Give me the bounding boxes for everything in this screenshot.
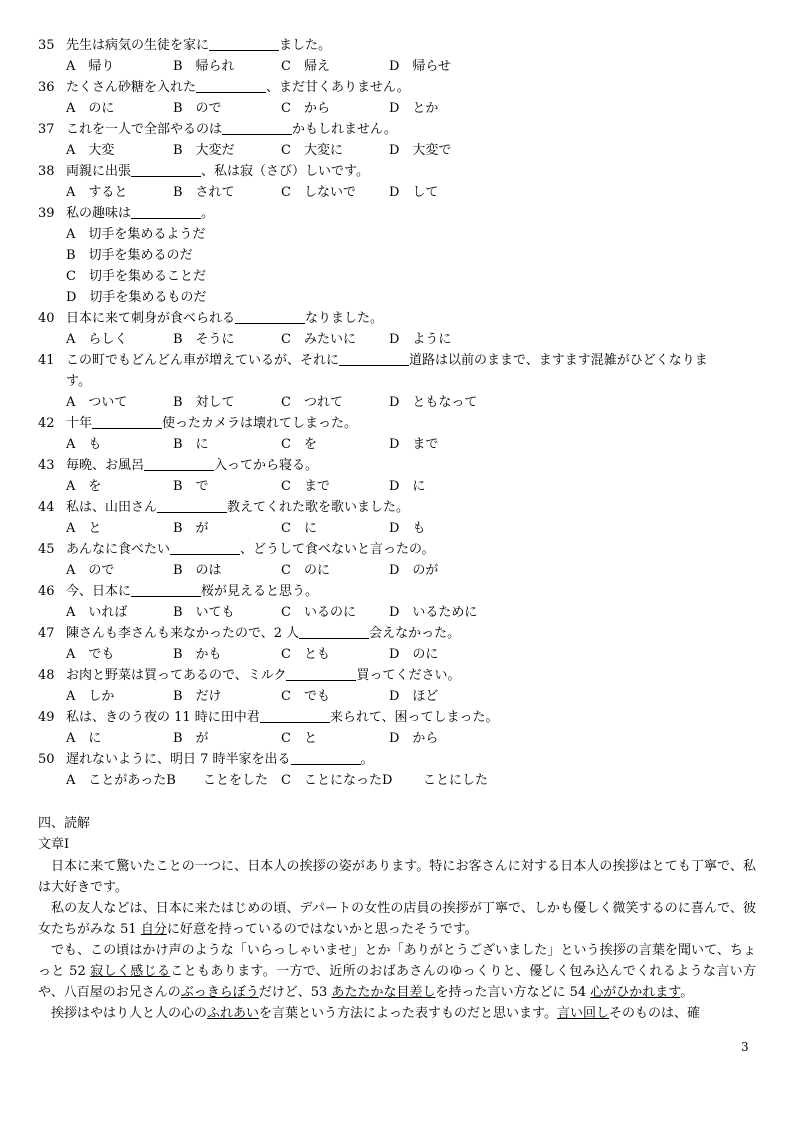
paragraph-2 [38, 898, 756, 940]
answer-option: A ついて [66, 395, 128, 410]
question-text [66, 309, 383, 329]
underlined-term: ぶっきらぼう [180, 985, 259, 1000]
question-stem-before: たくさん砂糖を入れた [66, 80, 197, 95]
question-text [66, 540, 435, 560]
answer-option: C から [281, 101, 330, 116]
question-stem-after: 入ってから寝る。 [214, 458, 319, 473]
answer-option: D とか [389, 101, 439, 116]
question-line [0, 456, 794, 476]
question-line [0, 582, 794, 602]
answer-option: D ように [389, 332, 452, 347]
answer-option: D のに [389, 647, 439, 662]
answer-option: A と [66, 521, 102, 536]
passage-text: を持った言い方などに 54 [435, 985, 591, 1000]
question-stem-before: 今、日本に [66, 584, 132, 599]
options-line [0, 393, 794, 413]
underlined-term: 自分 [140, 922, 167, 937]
answer-blank [260, 708, 330, 723]
answer-option: A いれば [66, 605, 128, 620]
question-line [0, 624, 794, 644]
underlined-term: ふれあい [207, 1006, 260, 1021]
question-stem-after: ました。 [279, 38, 332, 53]
options-line [0, 99, 794, 119]
answer-blank [235, 309, 305, 324]
question-stem-before: 陳さんも李さんも来なかったので、2 人 [66, 626, 300, 641]
answer-blank [222, 120, 292, 135]
question-text [66, 582, 318, 602]
answer-option: A すると [66, 185, 128, 200]
options-line [0, 603, 794, 623]
question-text [66, 666, 461, 686]
answer-option: C みたいに [281, 332, 356, 347]
answer-option: A ことがあったB [66, 773, 176, 788]
answer-option: D いるために [389, 605, 478, 620]
passage-text: 。 [680, 985, 694, 1000]
question-stem-after: 、どうして食べないと言ったの。 [240, 542, 435, 557]
question-line [0, 414, 794, 434]
answer-option: A らしく [66, 332, 128, 347]
answer-option: C いるのに [281, 605, 356, 620]
question-stem-after: 来られて、困ってしまった。 [329, 710, 499, 725]
answer-option: B かも [173, 647, 222, 662]
question-number: 45 [38, 542, 55, 557]
options-line [0, 330, 794, 350]
question-stem-before: この町でもどんどん車が増えているが、それに [66, 353, 340, 368]
question-number: 47 [38, 626, 55, 641]
options-line [0, 183, 794, 203]
question-text [66, 750, 374, 770]
answer-option: D 切手を集めるものだ [66, 290, 207, 305]
question-text [66, 204, 214, 224]
options-line [0, 477, 794, 497]
question-number: 44 [38, 500, 55, 515]
underlined-term: 心がひかれます [590, 985, 681, 1000]
options-line [0, 57, 794, 77]
passage-text: を言葉という方法によった表すものだと思います。 [259, 1006, 557, 1021]
answer-blank [170, 540, 240, 555]
question-stem-before: 日本に来て刺身が食べられる [66, 311, 236, 326]
question-number: 37 [38, 122, 55, 137]
answer-option: D ともなって [389, 395, 478, 410]
question-number: 42 [38, 416, 55, 431]
question-number: 43 [38, 458, 55, 473]
options-line [0, 519, 794, 539]
answer-option: C ことになったD [281, 773, 393, 788]
answer-option: B 対して [173, 395, 235, 410]
question-line [0, 78, 794, 98]
question-line [0, 120, 794, 140]
question-line [0, 666, 794, 686]
question-number: 49 [38, 710, 55, 725]
answer-option: D から [389, 731, 439, 746]
question-stem-before: 両親に出張 [66, 164, 132, 179]
answer-option: D して [389, 185, 439, 200]
answer-option: D ほど [389, 689, 439, 704]
question-stem-after: 使ったカメラは壊れてしまった。 [162, 416, 358, 431]
answer-option: A 大変 [66, 143, 115, 158]
question-stem-before: 私は、きのう夜の 11 時に田中君 [66, 710, 260, 725]
answer-option: D まで [389, 437, 439, 452]
answer-blank [144, 456, 214, 471]
answer-option: ことをした [203, 773, 269, 788]
answer-option: B ので [173, 101, 222, 116]
question-text [66, 456, 318, 476]
section-heading: 四、読解 [38, 816, 91, 831]
passage-text: こともあります。一方で、近所のおばあさんのゆっくりと、優しく包み込んでくれるような言い方や、八百屋のお兄さんの [38, 964, 756, 1000]
options-line [0, 435, 794, 455]
answer-option: C つれて [281, 395, 343, 410]
options-line [0, 561, 794, 581]
answer-option: C に [281, 521, 317, 536]
answer-option: D のが [389, 563, 439, 578]
question-stem-after: なりました。 [305, 311, 384, 326]
question-number: 40 [38, 311, 55, 326]
answer-option: C を [281, 437, 317, 452]
answer-blank [196, 78, 266, 93]
answer-option: C 大変に [281, 143, 343, 158]
question-number: 35 [38, 38, 55, 53]
question-text [66, 162, 369, 182]
answer-option: B だけ [173, 689, 222, 704]
passage-text: だけど、53 [258, 985, 332, 1000]
page-number: 3 [741, 1040, 749, 1054]
answer-option: B 大変だ [173, 143, 235, 158]
question-stem-before: 先生は病気の生徒を家に [66, 38, 210, 53]
question-stem-before: これを一人で全部やるのは [66, 122, 223, 137]
question-text [66, 414, 357, 434]
answer-blank [291, 750, 361, 765]
question-text [66, 351, 708, 371]
answer-option: A しか [66, 689, 115, 704]
answer-option: D に [389, 479, 426, 494]
question-stem-before: 遅れないように、明日 7 時半家を出る [66, 752, 291, 767]
paragraph-4 [38, 1003, 756, 1024]
options-line [0, 645, 794, 665]
question-number: 39 [38, 206, 55, 221]
question-stem-after: 、私は寂（さび）しいです。 [201, 164, 369, 179]
question-stem-after: 、まだ甘くありません。 [266, 80, 410, 95]
options-line [0, 141, 794, 161]
question-line [0, 309, 794, 329]
question-stem-after: 買ってください。 [356, 668, 461, 683]
question-stem-before: お肉と野菜は買ってあるので、ミルク [66, 668, 287, 683]
question-line [0, 204, 794, 224]
question-text [66, 120, 397, 140]
answer-blank [299, 624, 369, 639]
answer-option: B で [173, 479, 209, 494]
answer-option: B が [173, 521, 209, 536]
question-continuation: す。 [66, 374, 91, 389]
question-stem-before: 私は、山田さん [66, 500, 158, 515]
options-line [0, 771, 794, 791]
answer-option: C しないで [281, 185, 356, 200]
answer-option: B いても [173, 605, 235, 620]
answer-option: D も [389, 521, 426, 536]
answer-option: A 帰り [66, 59, 115, 74]
answer-blank [339, 351, 409, 366]
answer-option: D 大変で [389, 143, 452, 158]
question-number: 50 [38, 752, 55, 767]
question-stem-after: 教えてくれた歌を歌いました。 [227, 500, 410, 515]
answer-option: ことにした [423, 773, 489, 788]
answer-option: A に [66, 731, 102, 746]
answer-option: B が [173, 731, 209, 746]
answer-option: C まで [281, 479, 330, 494]
question-stem-after: 会えなかった。 [369, 626, 461, 641]
question-text [66, 498, 409, 518]
question-stem-before: 十年 [66, 416, 93, 431]
question-stem-before: 私の趣味は [66, 206, 132, 221]
question-stem-after: 。 [201, 206, 215, 221]
answer-option: D 帰らせ [389, 59, 452, 74]
answer-blank [209, 36, 279, 51]
answer-option: B 切手を集めるのだ [66, 248, 193, 263]
answer-option: B されて [173, 185, 235, 200]
question-line [0, 708, 794, 728]
passage-text: でも、この頃はかけ声のような「いらっしゃいませ」とか「ありがとうございました」という挨拶の言葉を聞いて、ちょっと 52 [38, 943, 756, 979]
question-text [66, 36, 331, 56]
underlined-term: 言い回し [557, 1006, 610, 1021]
question-number: 46 [38, 584, 55, 599]
question-stem-after: 道路は以前のままで、ますます混雑がひどくなりま [409, 353, 708, 368]
passage-title: 文章Ⅰ [38, 837, 70, 852]
answer-option: A 切手を集めるようだ [66, 227, 206, 242]
passage-text: そのものは、確 [609, 1006, 701, 1021]
question-line [0, 498, 794, 518]
answer-blank [131, 204, 201, 219]
options-line [0, 687, 794, 707]
answer-option: C 帰え [281, 59, 330, 74]
answer-option: A ので [66, 563, 115, 578]
answer-option: B 帰られ [173, 59, 235, 74]
answer-option: A のに [66, 101, 115, 116]
question-text [66, 708, 499, 728]
answer-option: C でも [281, 689, 330, 704]
answer-blank [131, 582, 201, 597]
question-stem-before: 毎晩、お風呂 [66, 458, 145, 473]
answer-option: B に [173, 437, 209, 452]
underlined-term: あたたかな目差し [331, 985, 436, 1000]
answer-option: B そうに [173, 332, 235, 347]
answer-option: A でも [66, 647, 115, 662]
question-number: 38 [38, 164, 55, 179]
question-number: 41 [38, 353, 55, 368]
underlined-term: 寂しく感じる [90, 964, 171, 979]
question-stem-after: 。 [360, 752, 374, 767]
answer-option: B のは [173, 563, 222, 578]
question-stem-after: 桜が見えると思う。 [201, 584, 319, 599]
question-line [0, 36, 794, 56]
answer-option: A も [66, 437, 102, 452]
question-line [0, 351, 794, 371]
paragraph-3 [38, 940, 756, 1003]
question-line [0, 540, 794, 560]
question-text [66, 624, 460, 644]
question-number: 36 [38, 80, 55, 95]
answer-blank [157, 498, 227, 513]
passage-text: 私の友人などは、日本に来たはじめの頃、デパートの女性の店員の挨拶が丁寧で、しかも優しく微笑するのに喜んで、彼女たちがみな 51 [38, 901, 756, 937]
passage-text: に好意を持っているのではないかと思ったそうです。 [166, 922, 478, 937]
question-stem-after: かもしれません。 [292, 122, 397, 137]
passage-text: 挨拶はやはり人と人の心の [51, 1006, 208, 1021]
answer-option: C 切手を集めることだ [66, 269, 206, 284]
answer-option: C と [281, 731, 317, 746]
question-number: 48 [38, 668, 55, 683]
answer-blank [286, 666, 356, 681]
answer-blank [131, 162, 201, 177]
answer-option: C とも [281, 647, 330, 662]
question-text [66, 78, 410, 98]
passage-text: 日本に来て驚いたことの一つに、日本人の挨拶の姿があります。特にお客さんに対する日本人の挨拶はとても丁寧で、私は大好きです。 [38, 859, 756, 895]
paragraph-1 [38, 856, 756, 898]
answer-option: A を [66, 479, 102, 494]
options-line [0, 729, 794, 749]
question-line [0, 162, 794, 182]
answer-blank [92, 414, 162, 429]
answer-option: C のに [281, 563, 330, 578]
question-line [0, 750, 794, 770]
question-stem-before: あんなに食べたい [66, 542, 171, 557]
